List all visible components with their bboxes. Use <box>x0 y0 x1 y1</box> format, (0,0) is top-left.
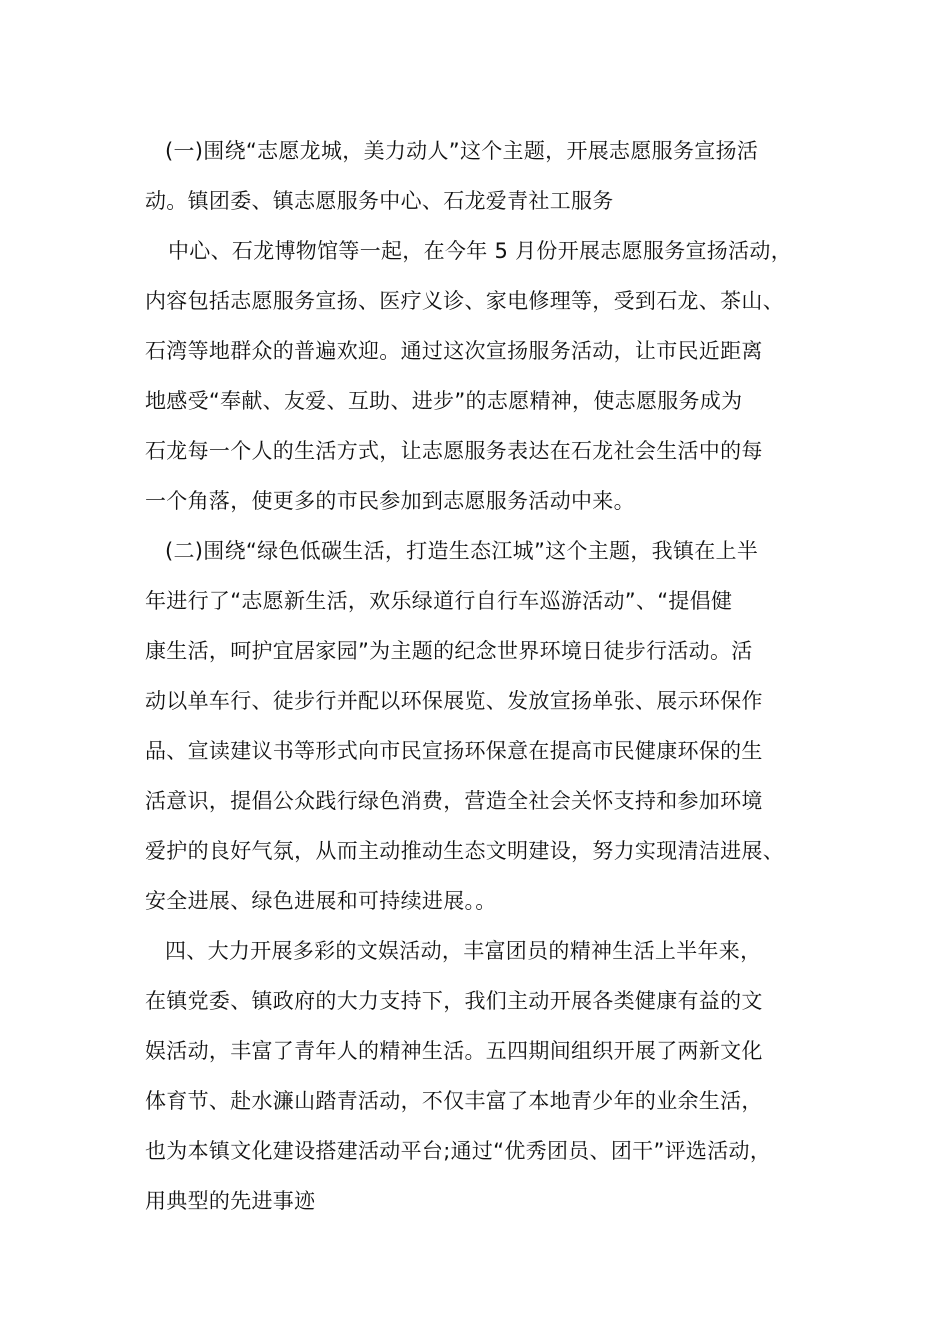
paragraph-2-line-1: 中心、石龙博物馆等一起，在今年 5 月份开展志愿服务宣扬活动， <box>168 239 793 263</box>
paragraph-4-line-1: 四、大力开展多彩的文娱活动，丰富团员的精神生活上半年来， <box>165 939 762 963</box>
paragraph-3-line-3: 康生活，呵护宜居家园”为主题的纪念世界环境日徒步行活动。活 <box>145 639 753 663</box>
paragraph-4-line-5: 也为本镇文化建设搭建活动平台;通过“优秀团员、团干”评选活动， <box>145 1139 772 1163</box>
paragraph-3-line-5: 品、宣读建议书等形式向市民宣扬环保意在提高市民健康环保的生 <box>145 739 763 763</box>
paragraph-3-line-2: 年进行了“志愿新生活，欢乐绿道行自行车巡游活动”、“提倡健 <box>145 589 733 613</box>
paragraph-3-line-8: 安全进展、绿色进展和可持续进展。。 <box>145 889 497 913</box>
paragraph-3-line-7: 爱护的良好气氛，从而主动推动生态文明建设，努力实现清洁进展、 <box>145 839 784 863</box>
paragraph-3-line-4: 动以单车行、徒步行并配以环保展览、发放宣扬单张、展示环保作 <box>145 689 763 713</box>
paragraph-3-line-6: 活意识，提倡公众践行绿色消费，营造全社会关怀支持和参加环境 <box>145 789 763 813</box>
paragraph-2-line-6: 一个角落，使更多的市民参加到志愿服务活动中来。 <box>145 489 635 513</box>
paragraph-3-line-1: (二)围绕“绿色低碳生活，打造生态江城”这个主题，我镇在上半 <box>165 539 759 563</box>
paragraph-4-line-6: 用典型的先进事迹 <box>145 1189 316 1213</box>
paragraph-2-line-2: 内容包括志愿服务宣扬、医疗义诊、家电修理等，受到石龙、茶山、 <box>145 289 784 313</box>
paragraph-1-line-2: 动。镇团委、镇志愿服务中心、石龙爱青社工服务 <box>145 189 614 213</box>
paragraph-1-line-1: (一)围绕“志愿龙城，美力动人”这个主题，开展志愿服务宣扬活 <box>165 139 759 163</box>
paragraph-4-line-2: 在镇党委、镇政府的大力支持下，我们主动开展各类健康有益的文 <box>145 989 763 1013</box>
paragraph-4-line-4: 体育节、赴水濂山踏青活动，不仅丰富了本地青少年的业余生活， <box>145 1089 763 1113</box>
paragraph-2-line-4: 地感受“奉献、友爱、互助、进步”的志愿精神，使志愿服务成为 <box>145 389 743 413</box>
paragraph-2-line-3: 石湾等地群众的普遍欢迎。通过这次宣扬服务活动，让市民近距离 <box>145 339 763 363</box>
paragraph-2-line-5: 石龙每一个人的生活方式，让志愿服务表达在石龙社会生活中的每 <box>145 439 763 463</box>
paragraph-4-line-3: 娱活动，丰富了青年人的精神生活。五四期间组织开展了两新文化 <box>145 1039 763 1063</box>
